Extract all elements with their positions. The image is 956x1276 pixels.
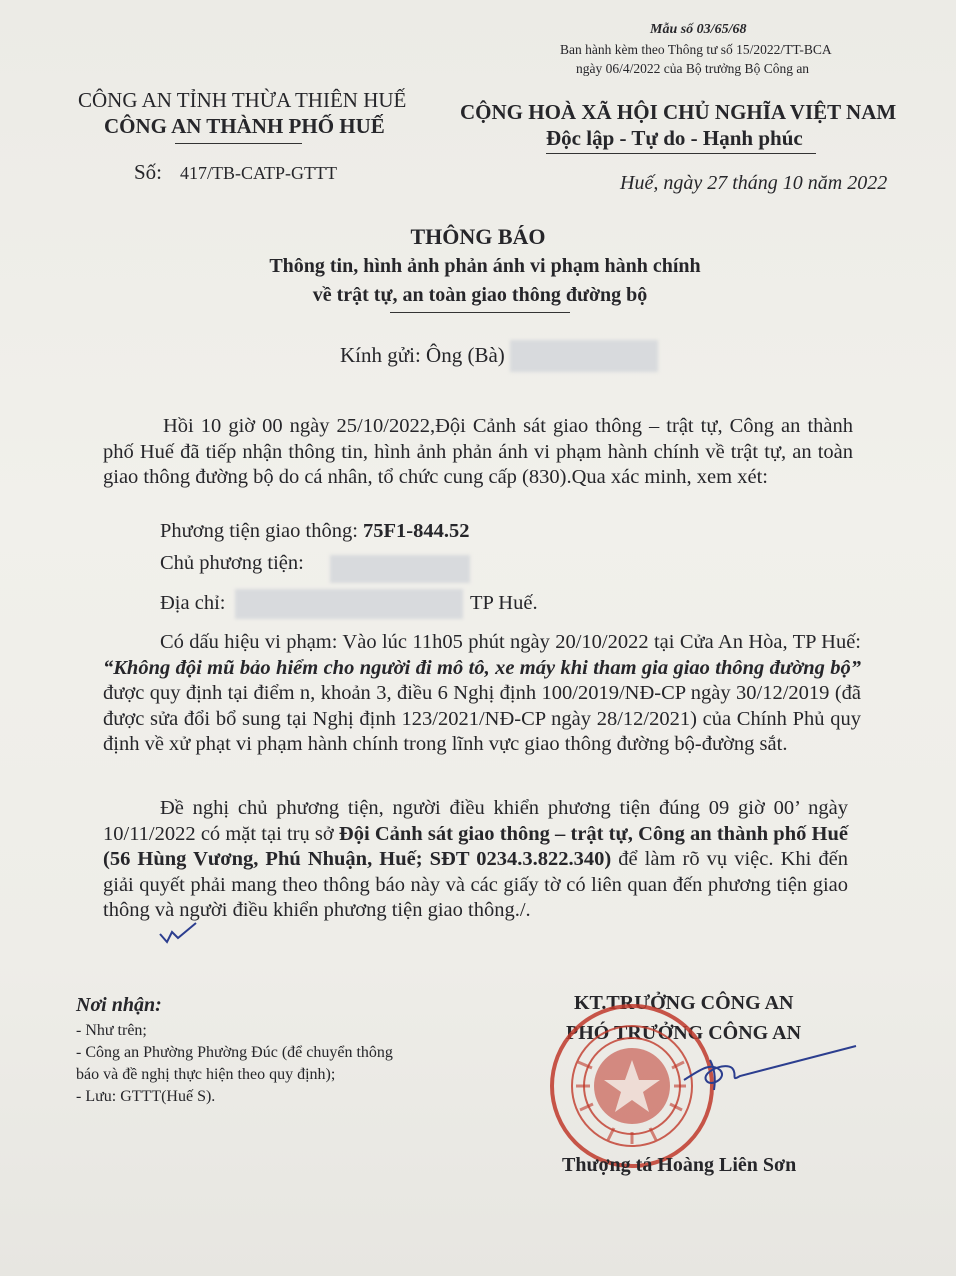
number-label: Số: (134, 160, 163, 184)
recipients-line-1: - Như trên; (76, 1022, 147, 1039)
owner-label: Chủ phương tiện: (160, 552, 304, 574)
notice-title: THÔNG BÁO (410, 224, 546, 249)
agency-name: CÔNG AN THÀNH PHỐ HUẾ (104, 114, 385, 138)
request-place: Đội Cảnh sát giao thông – trật tự, Công an thành phố Huế (56 Hùng Vương, Phú Nhuận, Huế; SĐT 0234.3.822.340) (103, 822, 848, 870)
redacted-address (235, 589, 463, 619)
nation-heading: CỘNG HOÀ XÃ HỘI CHỦ NGHĨA VIỆT NAM (460, 100, 897, 124)
vehicle-line (160, 520, 470, 543)
handwritten-signature-icon (680, 1040, 860, 1100)
redacted-recipient-name (510, 340, 658, 372)
address-tail: TP Huế. (470, 592, 538, 614)
subtitle-underline (390, 312, 570, 313)
form-issue-line-1: Ban hành kèm theo Thông tư số 15/2022/TT-BCA (560, 42, 832, 57)
motto-underline (546, 153, 816, 154)
greeting: Kính gửi: Ông (Bà) (340, 343, 505, 367)
signatory-title-2: PHÓ TRƯỞNG CÔNG AN (566, 1022, 802, 1044)
agency-underline (175, 143, 302, 144)
address-label: Địa chỉ: (160, 592, 226, 614)
signatory-title-1: KT.TRƯỞNG CÔNG AN (574, 992, 794, 1014)
intro-paragraph: Hồi 10 giờ 00 ngày 25/10/2022,Đội Cảnh sát giao thông – trật tự, Công an thành phố Huế đã tiếp nhận thông tin, hình ảnh phản ánh vi phạm hành chính về trật tự, an toàn giao thông đường bộ do cá nhân, tổ chức cung cấp (830).Qua xác minh, xem xét: (103, 415, 853, 488)
document-number (134, 160, 337, 185)
request-lead: Đề nghị chủ phương tiện, người điều khiển phương tiện đúng 09 giờ 00’ ngày 10/11/2022 có mặt tại trụ sở (103, 797, 848, 845)
recipients-title: Nơi nhận: (76, 994, 162, 1016)
vehicle-label: Phương tiện giao thông: (160, 520, 358, 542)
handwritten-check-icon (158, 920, 198, 945)
motto: Độc lập - Tự do - Hạnh phúc (546, 126, 803, 150)
redacted-owner-name (330, 555, 470, 583)
notice-subtitle-2: về trật tự, an toàn giao thông đường bộ (312, 284, 648, 306)
form-code: Mẫu số 03/65/68 (650, 22, 747, 37)
violation-quote: “Không đội mũ bảo hiểm cho người đi mô tô, xe máy khi tham gia giao thông đường bộ” (103, 656, 861, 679)
form-issue-line-2: ngày 06/4/2022 của Bộ trưởng Bộ Công an (576, 61, 810, 76)
violation-paragraph (103, 630, 861, 758)
vehicle-plate: 75F1-844.52 (363, 520, 470, 542)
request-rest: để làm rõ vụ việc. Khi đến giải quyết phải mang theo thông báo này và các giấy tờ có liên quan đến phương tiện giao thông và người điều khiển phương tiện giao thông./. (103, 848, 848, 921)
owner-line (160, 552, 304, 575)
notice-subtitle-1: Thông tin, hình ảnh phản ánh vi phạm hành chính (269, 255, 701, 277)
recipients-line-2: - Công an Phường Phường Đúc (để chuyển thông (76, 1044, 393, 1061)
agency-parent: CÔNG AN TỈNH THỪA THIÊN HUẾ (78, 88, 407, 112)
recipients-line-4: - Lưu: GTTT(Huế S). (76, 1088, 216, 1105)
number-value: 417/TB-CATP-GTTT (180, 163, 338, 183)
recipients-line-3: báo và đề nghị thực hiện theo quy định); (76, 1066, 336, 1083)
signer-name: Thượng tá Hoàng Liên Sơn (562, 1154, 797, 1176)
place-date: Huế, ngày 27 tháng 10 năm 2022 (620, 172, 888, 194)
request-paragraph (103, 796, 848, 924)
violation-lead: Có dấu hiệu vi phạm: Vào lúc 11h05 phút ngày 20/10/2022 tại Cửa An Hòa, TP Huế: (160, 631, 861, 653)
violation-rest: được quy định tại điểm n, khoản 3, điều 6 Nghị định 100/2019/NĐ-CP ngày 30/12/2019 (đã được sửa đổi bổ sung tại Nghị định 123/2021/NĐ-CP ngày 28/12/2021) của Chính Phủ quy định về xử phạt vi phạm hành chính trong lĩnh vực giao thông đường bộ-đường sắt. (103, 682, 861, 755)
